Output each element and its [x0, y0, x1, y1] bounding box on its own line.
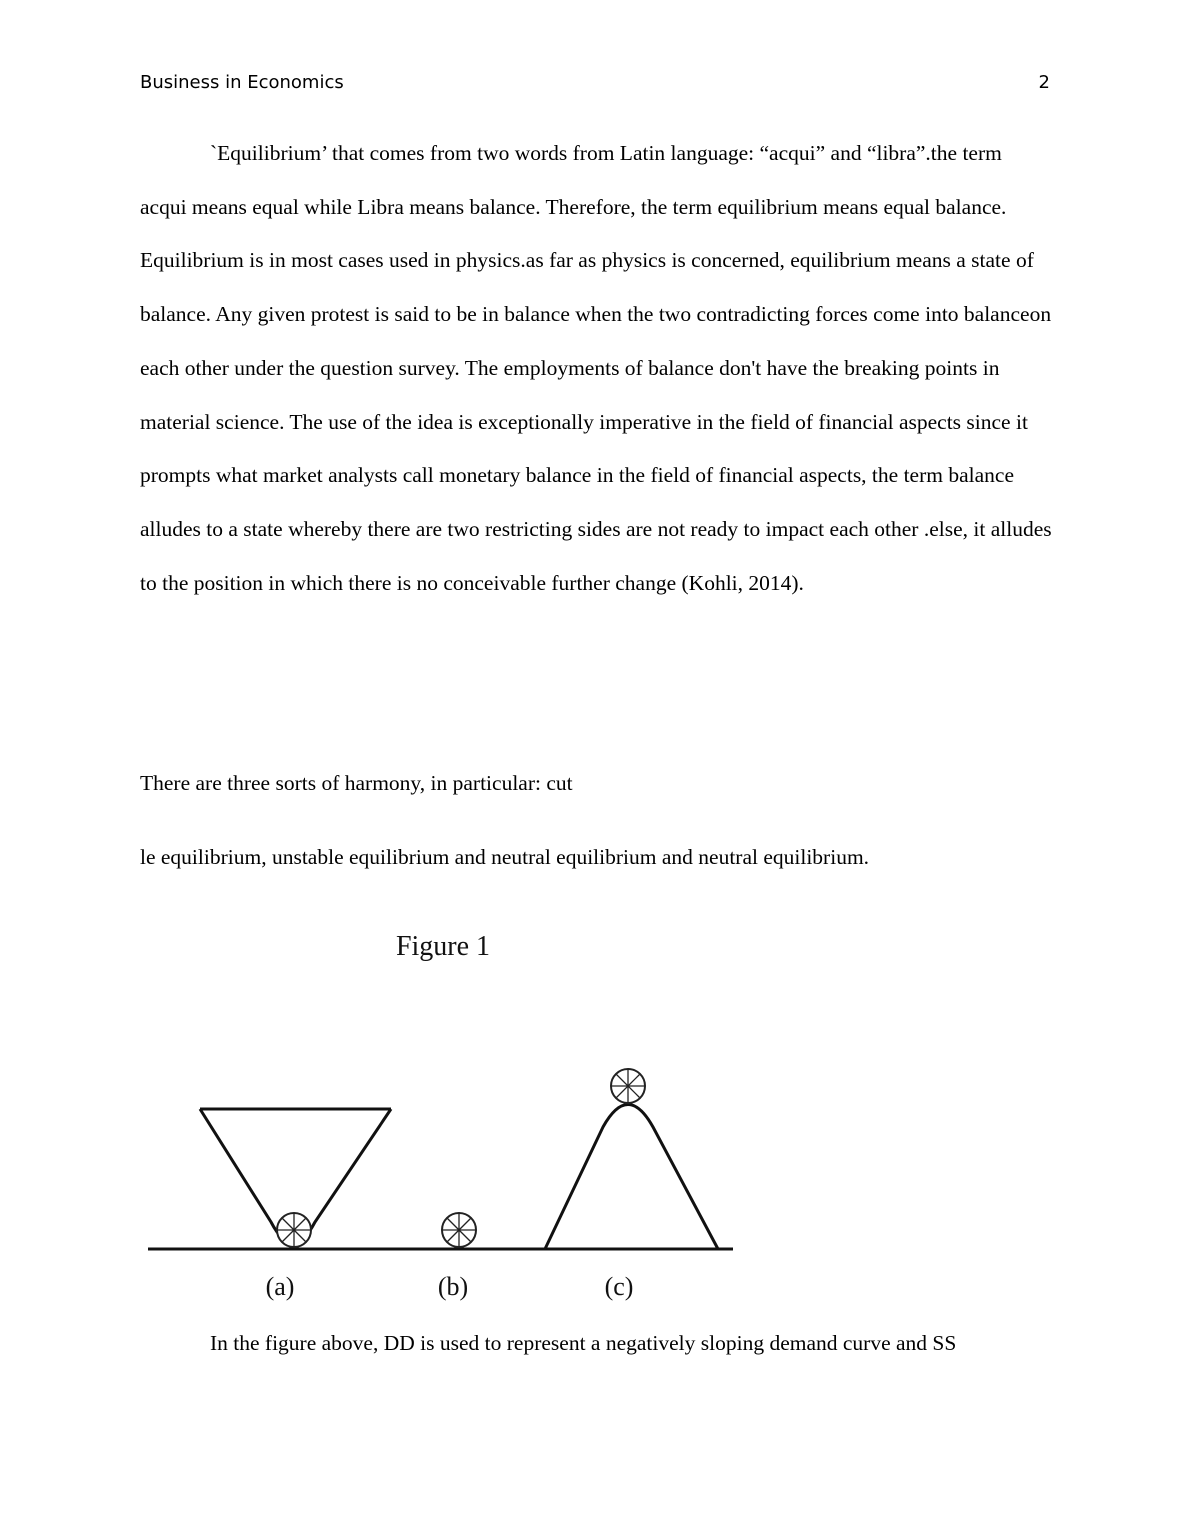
figure-label-b: (b): [437, 1272, 469, 1301]
ball-icon-b: [442, 1213, 476, 1247]
running-header-title: Business in Economics: [140, 72, 344, 93]
body-line-harmony-types: There are three sorts of harmony, in particular: cut: [140, 771, 573, 795]
figure-1: [143, 912, 743, 1312]
body-paragraph-equilibrium: `Equilibrium’ that comes from two words from Latin language: “acqui” and “libra”.the term acqui means equal while Libra means balance. Therefore, the term equilibrium means equal balance. Equilibrium is in most cases used in physics.as far as physics is concerned, equilibrium means a state of balance. Any given protest is said to be in balance when the two contradicting forces come into balanceon each other under the question survey. The employments of balance don't have the breaking points in material science. The use of the idea is exceptionally imperative in the field of financial aspects since it prompts what market analysts call monetary balance in the field of financial aspects, the term balance alludes to a state whereby there are two restricting sides are not ready to impact each other .else, it alludes to the position in which there is no conceivable further change (Kohli, 2014).: [140, 141, 1052, 595]
page-number: 2: [1038, 72, 1050, 93]
equilibrium-diagram: [143, 912, 743, 1312]
ball-icon-c: [611, 1069, 645, 1103]
ball-icon-a: [277, 1213, 311, 1247]
figure-title: Figure 1: [395, 931, 491, 962]
figure-label-c: (c): [604, 1272, 634, 1301]
body-line-equilibrium-types: le equilibrium, unstable equilibrium and neutral equilibrium and neutral equilibrium.: [140, 845, 870, 869]
body-paragraph-figure-explanation: In the figure above, DD is used to represent a negatively sloping demand curve and SS: [210, 1331, 957, 1355]
hill-shape: [545, 1105, 718, 1250]
figure-label-a: (a): [265, 1272, 295, 1301]
